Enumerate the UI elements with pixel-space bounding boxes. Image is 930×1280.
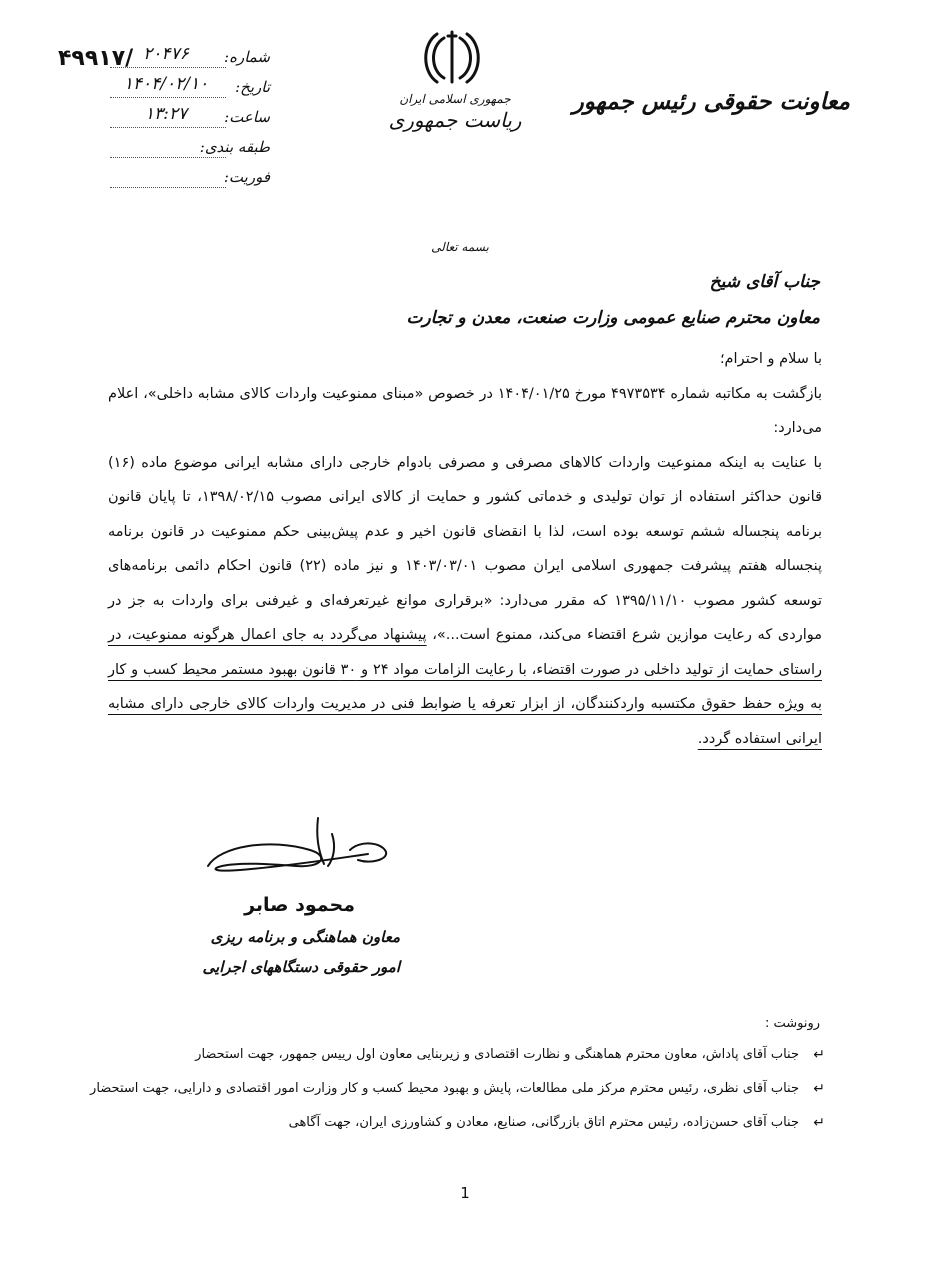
cc-item-text: جناب آقای نظری، رئیس محترم مرکز ملی مطالعات، پایش و بهبود محیط کسب و کار وزارت امور اقتصادی و دارایی، جهت استحضار — [90, 1081, 799, 1096]
time-label: ساعت: — [224, 108, 270, 126]
recipient-title: معاون محترم صنایع عمومی وزارت صنعت، معدن و تجارت — [406, 308, 820, 328]
number-label: شماره: — [224, 48, 270, 66]
page-number: 1 — [460, 1184, 470, 1202]
cc-item — [90, 1040, 825, 1070]
cc-heading: رونوشت : — [764, 1016, 820, 1031]
recipient-name: جناب آقای شیخ — [709, 272, 820, 292]
meta-number-row — [110, 42, 270, 72]
paragraph-main-recommendation: پیشنهاد می‌گردد به جای اعمال هرگونه ممنوعیت، در راستای حمایت از تولید داخلی در صورت اقتضاء، با رعایت الزامات مواد ۲۴ و ۳۰ قانون بهبود مستمر محیط کسب و کار به ویژه حفظ حقوق مکتسبه واردکنندگان، از ابزار تعرفه یا ضوابط فنی در مدیریت واردات کالای خارجی دارای مشابه ایرانی استفاده گردد. — [108, 627, 822, 747]
urgency-dotted-line — [110, 187, 226, 188]
number-value: ۲۰۴۷۶ — [143, 44, 189, 64]
cc-list — [90, 1040, 825, 1142]
cc-bullet-icon: ↵ — [813, 1115, 825, 1131]
date-value: ۱۴۰۴/۰۲/۱۰ — [123, 74, 209, 94]
cc-item — [90, 1108, 825, 1138]
cc-bullet-icon: ↵ — [813, 1081, 825, 1097]
time-dotted-line — [110, 127, 226, 128]
number-dotted-line — [110, 67, 226, 68]
emblem-line-republic: جمهوری اسلامی ایران — [399, 92, 511, 106]
meta-date-row — [110, 72, 270, 102]
signatory-title-line1: معاون هماهنگی و برنامه ریزی — [210, 928, 400, 946]
greeting: با سلام و احترام؛ — [719, 351, 822, 367]
cc-item-text: جناب آقای حسن‌زاده، رئیس محترم اتاق بازرگانی، صنایع، معادن و کشاورزی ایران، جهت آگاهی — [288, 1115, 799, 1130]
national-emblem-icon — [420, 28, 484, 86]
date-label: تاریخ: — [235, 78, 270, 96]
signatory-name: محمود صابر — [244, 894, 355, 916]
cc-item-text: جناب آقای پاداش، معاون محترم هماهنگی و نظارت اقتصادی و زیربنایی معاون اول رییس جمهور، جهت استحضار — [195, 1047, 799, 1062]
handwritten-signature — [200, 810, 400, 900]
paragraph-main — [108, 446, 822, 757]
meta-time-row — [110, 102, 270, 132]
letter-meta — [110, 42, 270, 192]
date-dotted-line — [110, 97, 226, 98]
cc-item — [90, 1074, 825, 1104]
paragraph-main-context: با عنایت به اینکه ممنوعیت واردات کالاهای مصرفی و مصرفی بادوام خارجی دارای مشابه ایرانی موضوع ماده (۱۶) قانون حداکثر استفاده از توان تولیدی و خدماتی کشور و حمایت از کالای ایرانی مصوب ۱۳۹۸/۰۲/۱۵، تا پایان قانون برنامه پنجساله ششم توسعه بوده است، لذا با انقضای قانون اخیر و عدم پیش‌بینی حکم ممنوعیت در قانون برنامه پنجساله هفتم پیشرفت جمهوری اسلامی ایران مصوب ۱۴۰۳/۰۳/۰۱ و نیز ماده (۲۲) قانون احکام دائمی برنامه‌های توسعه کشور مصوب ۱۳۹۵/۱۱/۱۰ که مقرر می‌دارد: «برقراری موانع غیرتعرفه‌ای و غیرفنی برای واردات به جز در مواردی که رعایت موازین شرع اقتضاء می‌کند، ممنوع است...»، — [108, 454, 823, 643]
office-name: معاونت حقوقی رئیس جمهور — [572, 88, 850, 115]
urgency-label: فوریت: — [223, 168, 270, 186]
emblem-line-presidency: ریاست جمهوری — [388, 108, 522, 132]
basmala: بسمه تعالی — [431, 240, 489, 254]
emblem-caption — [380, 92, 530, 132]
classification-dotted-line — [110, 157, 226, 158]
cc-bullet-icon: ↵ — [813, 1047, 825, 1063]
registration-reference: ۴۹۹۱۷/ — [58, 46, 134, 71]
time-value: ۱۳:۲۷ — [144, 104, 188, 124]
letter-body — [108, 342, 822, 756]
paragraph-reference: بازگشت به مکاتبه شماره ۴۹۷۳۵۳۴ مورخ ۱۴۰۴/۰۱/۲۵ در خصوص «مبنای ممنوعیت واردات کالای مشابه داخلی»، اعلام می‌دارد: — [108, 385, 822, 436]
signatory-title-line2: امور حقوقی دستگاههای اجرایی — [202, 958, 400, 976]
classification-label: طبقه بندی: — [199, 138, 270, 156]
meta-urgency-row — [110, 162, 270, 192]
meta-classification-row — [110, 132, 270, 162]
